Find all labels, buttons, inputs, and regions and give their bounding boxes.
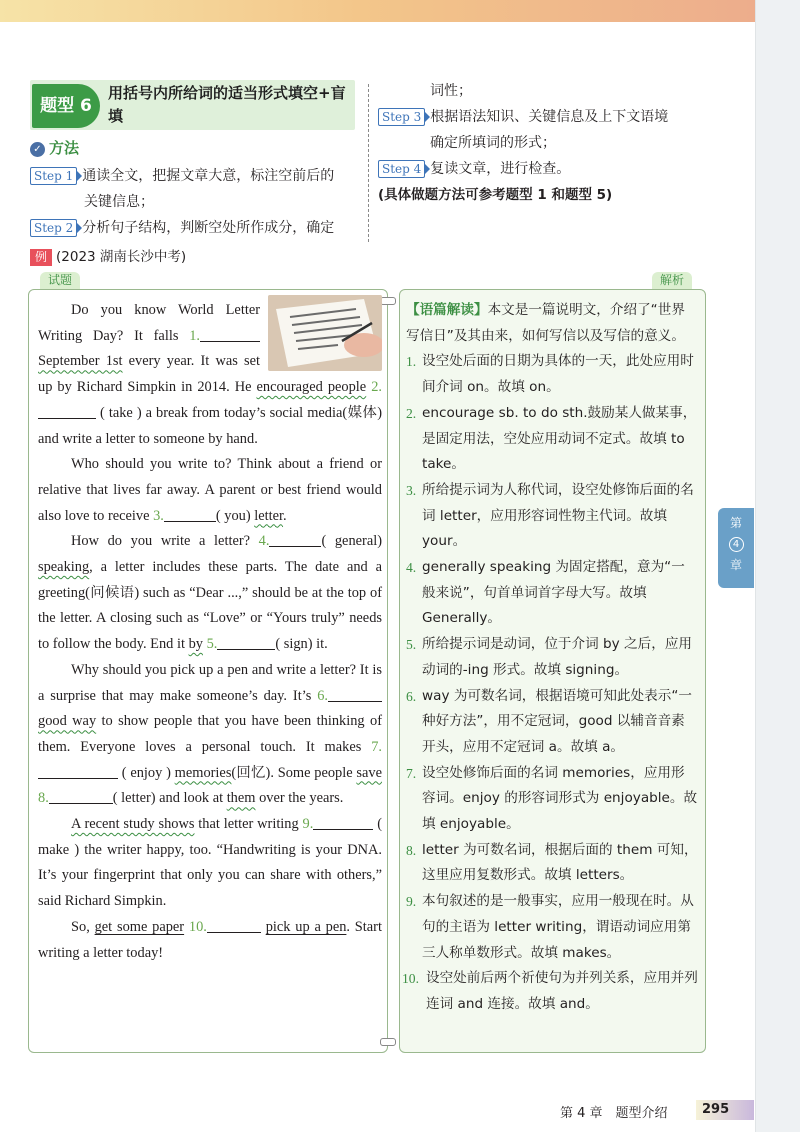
underlined-clue: get some paper [94,918,185,935]
page-edge [755,0,800,1132]
analysis-item-number: 3. [406,482,417,498]
check-circle-icon: ✓ [30,142,45,157]
analysis-item-number: 9. [406,894,417,910]
article-text-run: that letter writing [194,816,303,833]
underlined-clue: by [188,636,203,653]
analysis-item-text: 所给提示词是动词，位于介词 by 之后，应用动词的-ing 形式。故填 signing。 [422,636,693,678]
underlined-clue: memories [174,764,232,781]
article-paragraph-4 [38,658,382,812]
example-source [30,245,186,266]
step-1-line-1: 通读全文，把握文章大意，标注空前后的 [82,168,335,184]
method-note: (具体做题方法可参考题型 1 和题型 5) [378,187,613,203]
article-paragraph-2 [38,452,382,529]
underlined-clue: A recent study shows [71,816,195,833]
side-tab-top: 第 [729,516,742,530]
method-heading [30,137,79,158]
article-text-run: So, [71,918,95,935]
answer-blank[interactable] [38,404,96,419]
blank-number: 6. [317,687,328,704]
analysis-item-number: 7. [406,765,417,781]
answer-blank[interactable] [164,507,216,522]
analysis-intro-text: 本文是一篇说明文，介绍了“世界写信日”及其由来，如何写信以及写信的意义。 [406,302,685,344]
analysis-item-number: 2. [406,405,417,421]
side-tab-number: 4 [729,537,744,552]
article-paragraph-5 [38,812,382,915]
step-2 [30,215,360,241]
article-text-run: . [283,507,287,524]
step-1 [30,163,360,189]
method-label: 方法 [49,139,80,157]
article-text-run: every year. It was set up by Richard Simpkin in 2014. He [38,353,260,396]
article-text-run: How do you write a letter? [71,533,259,550]
article-text-run: ( take ) a break from today’s social media(媒体) and write a letter to someone by hand. [38,404,382,447]
tab-question: 试题 [40,272,80,289]
underlined-clue: good way [38,713,97,730]
footer-chapter-label: 第 4 章 题型介绍 [560,1106,668,1121]
article-text-run: ( enjoy ) [118,764,175,781]
answer-blank[interactable] [207,918,261,933]
article-text [38,298,382,966]
step-2-line-1: 分析句子结构，判断空处所作成分，确定 [82,220,335,236]
article-text-run: over the years. [255,790,344,807]
type-badge: 题型 6 [32,84,100,128]
article-text-run: to show people that you have been thinking of them. Everyone loves a personal touch. It makes [38,713,382,755]
example-source-text: (2023 湖南长沙中考) [56,249,187,265]
underlined-clue: letter [254,507,284,524]
analysis-item-text: generally speaking 为固定搭配，意为“一般来说”，句首单词首字母大写。故填 Generally。 [422,559,685,627]
analysis-item-4 [406,555,698,632]
answer-blank[interactable] [328,687,382,702]
analysis-item-number: 1. [406,354,417,370]
underlined-clue: them [226,790,256,807]
analysis-item-number: 10. [402,971,419,987]
answer-blank[interactable] [269,532,321,547]
underlined-clue: save [356,764,382,781]
answer-blank[interactable] [217,635,275,650]
steps-left-column [30,163,360,241]
analysis-item-10 [402,966,698,1017]
article-text-run: ( general) [321,533,382,550]
analysis-item-text: 本句叙述的是一般事实，应用一般现在时。从句的主语为 letter writing，谓语动词应用第三人称单数形式。故填 makes。 [422,893,694,961]
step-3-line-2: 确定所填词的形式； [430,135,556,151]
article-text-run: , a letter includes these parts. The date and a greeting(问候语) such as “Dear ...,” should be at the top of the letter. A closing such as “Love” or “Yours truly” needs to follow the body. End it [38,559,382,653]
analysis-item-5 [406,632,698,683]
step-4-line-1: 复读文章，进行检查。 [430,161,571,177]
underlined-clue: speaking [38,559,90,576]
article-text-run: ( sign) it. [275,636,328,653]
analysis-intro [406,298,698,349]
blank-number: 7. [371,738,382,755]
article-paragraph-3 [38,529,382,658]
analysis-item-text: 设空处修饰后面的名词 memories，应用形容词。enjoy 的形容词形式为 enjoyable。故填 enjoyable。 [422,764,698,833]
binder-clip-icon [380,297,396,305]
letter-writing-image [268,295,382,371]
analysis-item-3 [406,478,698,555]
blank-number: 8. [38,790,49,807]
analysis-intro-tag: 【语篇解读】 [406,302,488,318]
binder-clip-icon [380,1038,396,1046]
step-2-line-2: 词性； [430,83,472,99]
steps-right-column [378,78,758,208]
tab-analysis: 解析 [652,272,692,289]
blank-number: 1. [189,327,200,344]
article-text-run: ( you) [215,507,255,524]
analysis-item-9 [406,889,698,966]
analysis-item-text: letter 为可数名词，根据后面的 them 可知，这里应用复数形式。故填 letters。 [422,841,698,884]
step-3-line-1: 根据语法知识、关键信息及上下文语境 [430,109,669,125]
step-1-line-2: 关键信息； [84,194,154,210]
analysis-item-1 [406,349,698,400]
blank-number: 4. [258,533,270,550]
analysis-item-7 [406,761,698,838]
article-text-run: ( letter) and look at [112,790,227,807]
answer-blank[interactable] [49,789,113,804]
step-3 [378,104,758,130]
side-tab-number-wrap [718,536,754,552]
blank-number: 3. [153,507,164,524]
analysis-item-text: 设空处前后两个祈使句为并列关系，应用并列连词 and 连接。故填 and。 [426,970,698,1012]
article-text-run: Who should you write to? Think about a friend or relative that lives far away. A parent or best friend would also love to receive [38,456,382,524]
article-text-run: (回忆). Some people [231,764,357,781]
analysis-item-text: 设空处后面的日期为具体的一天，此处应用时间介词 on。故填 on。 [422,353,694,396]
article-text-run: . Start writing a letter today! [38,918,382,961]
analysis-item-text: encourage sb. to do sth.鼓励某人做某事，是固定用法，空处应用动词不定式。故填 to take。 [422,404,697,473]
blank-number: 5. [206,636,218,653]
article-text-run: Do you know World Letter Writing Day? It falls [38,302,260,344]
blank-number: 9. [302,816,314,833]
step-4-tag: Step 4 [378,160,425,178]
underlined-clue: pick up a pen [265,918,347,935]
type-title: 用括号内所给词的适当形式填空+盲填 [108,84,346,125]
side-tab-bottom: 章 [729,558,742,572]
analysis-text [402,298,698,1018]
handwriting-illustration-icon [268,295,382,371]
article-text-run: Why should you pick up a pen and write a letter? It is a surprise that may make someone’s day. It’s [38,661,382,704]
analysis-item-text: way 为可数名词，根据语境可知此处表示“一种好方法”，用不定冠词，good 以辅音音素开头，应用不定冠词 a。故填 a。 [422,687,692,755]
analysis-item-number: 5. [406,637,417,653]
answer-blank[interactable] [313,815,373,830]
article-paragraph-6 [38,915,382,966]
blank-number: 10. [188,918,207,935]
step-4 [378,156,758,182]
analysis-item-2 [406,401,698,478]
analysis-item-number: 4. [406,560,417,576]
analysis-item-8 [406,838,698,889]
analysis-item-number: 6. [406,688,417,704]
analysis-item-text: 所给提示词为人称代词，设空处修饰后面的名词 letter，应用形容词性物主代词。故填 your。 [422,481,694,550]
analysis-item-6 [406,684,698,761]
answer-blank[interactable] [200,327,260,342]
article-text-run: ( make ) the writer happy, too. “Handwriting is your DNA. It’s your fingerprint that only you can share with others,” said Richard Simpkin. [38,816,382,910]
column-divider [368,84,369,242]
chapter-side-tab[interactable] [718,508,754,588]
underlined-clue: encouraged people [256,379,367,396]
step-3-tag: Step 3 [378,108,425,126]
step-2-tag: Step 2 [30,219,77,237]
underlined-clue: September 1st [38,353,123,370]
top-color-band [0,0,800,22]
example-tag: 例 [30,249,52,266]
page-number: 295 [696,1100,754,1120]
analysis-item-number: 8. [406,842,417,858]
blank-number: 2. [371,379,382,396]
answer-blank[interactable] [38,764,118,779]
step-1-tag: Step 1 [30,167,77,185]
